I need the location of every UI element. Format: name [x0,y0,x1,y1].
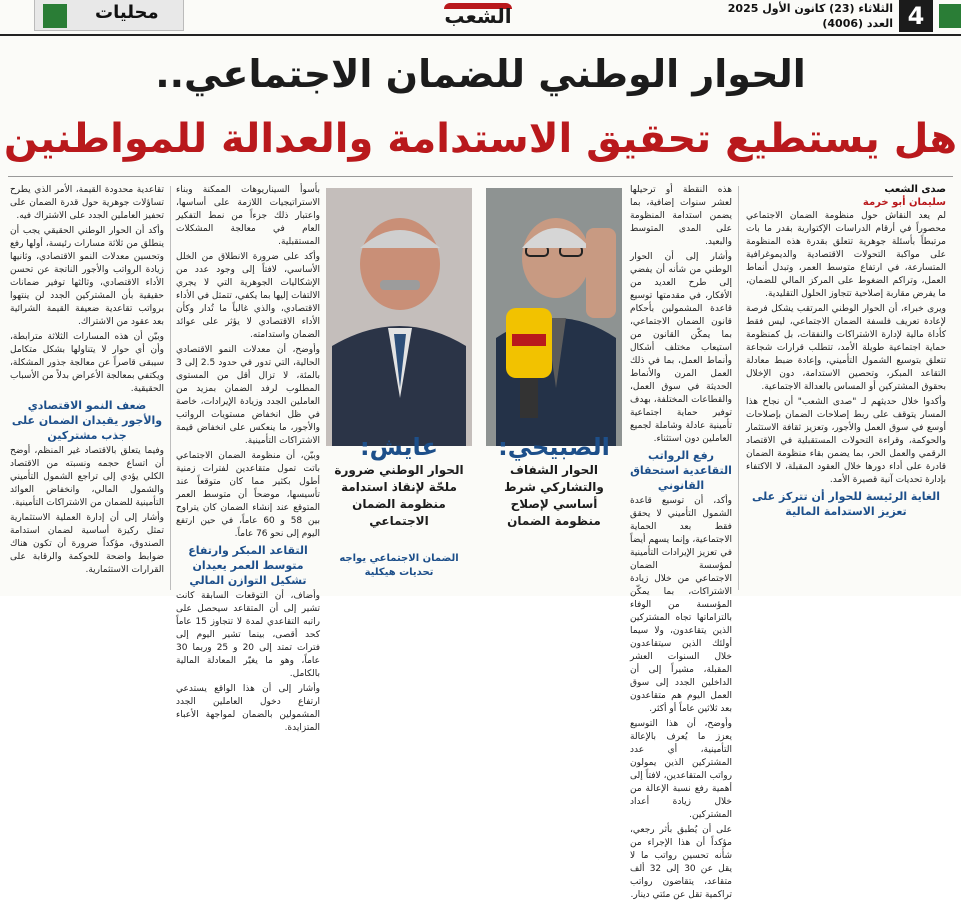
byline-source: صدى الشعب [884,184,946,195]
paragraph: وأشار إلى أن إدارة العملية الاستثمارية تمثل ركيزة أساسية لضمان استدامة الصندوق، مؤكداً ضرورة أن تكون هناك ضوابط واضحة للحوكمة والرقابة على القرارات الاستثمارية. [10,513,164,575]
caption-name: عايش: [360,433,438,461]
paragraph: وأوضح، أن معدلات النمو الاقتصادي الحالية، التي تدور في حدود 2.5 إلى 3 بالمئة، لا تزال أقل من المستوى المطلوب لرفد الضمان بمزيد من العاملين الجدد وزيادة الإيرادات، خاصة في ظل انخفاض مستويات الرواتب والأجور، ما ينعكس على انخفاض قيمة الاشتراكات التأمينية. [176,345,320,446]
photo-caption-sbeihi [486,432,622,554]
byline-author: سليمان أبو خرمة [862,197,946,208]
paragraph: وأضاف، أن التوقعات السابقة كانت تشير إلى أن المتقاعد سيحصل على راتبه التقاعدي لمدة لا تتجاوز 15 عاماً كحد أقصى، بينما تشير اليوم إلى فترات تمتد إلى 20 و 25 وربما 30 عاماً، وهو ما يغيّر المعادلة المالية بالكامل. [176,591,320,679]
issue-number: العدد (4006) [822,17,893,30]
paragraph: وأشار إلى أن الحوار الوطني من شأنه أن يفضي إلى طرح العديد من الأفكار، في مقدمتها توسيع قاعدة المشمولين بأحكام قانون الضمان الاجتماعي، بما يمكّن القانون من استيعاب مختلف أشكال وأنماط العمل، بما في ذلك العمل المرن والأنماط الحديثة في سوق العمل، والقطاعات المختلفة، بهدف توفير حماية اجتماعية تأمينية عادلة وشاملة لجميع العاملين دون استثناء. [630,252,732,444]
paragraph: وبيّن، أن منظومة الضمان الاجتماعي باتت تمول متقاعدين لفترات زمنية أطول بكثير مما كان متوقعاً عند تأسيسها، موضحاً أن متوسط العمر المتوقع عند إنشاء الضمان كان يتراوح بين 58 و 60 عاماً، في حين ارتفع اليوم إلى نحو 76 عاماً. [176,451,320,539]
paragraph: ويرى خبراء، أن الحوار الوطني المرتقب يشكل فرصة لإعادة تعريف فلسفة الضمان الاجتماعي، ليس فقط كأداة مالية لإدارة الاشتراكات والنفقات، بل كمنظومة حماية اجتماعية طويلة الأمد، تتطلب قرارات شجاعة تتعلق بتوسيع الشمول التأميني، وإعادة ضبط معادلة التقاعد المبكر، وتحصين الاستدامة، دون الإخلال بحقوق المشتركين أو المساس بالعدالة الاجتماعية. [746,304,946,392]
paragraph: وأكدوا خلال حديثهم لـ "صدى الشعب" أن نجاح هذا المسار يتوقف على ربط إصلاحات الضمان بإصلاحات أوسع في سوق العمل والأجور، وتعزيز ثقافة الاستثمار والحوكمة، وقراءة التحولات المستقبلية في الاقتصاد الرقمي والعمل الحر، بما يضمن بقاء منظومة الضمان قادرة على أداء دورها خلال العقود المقبلة، لا الاكتفاء بإدارة تحديات آنية قصيرة الأمد. [746,397,946,485]
paragraph: وأشار إلى أن هذا الواقع يستدعي ارتفاع دخول العاملين الجدد المشمولين بالضمان لمواجهة الأعباء المتزايدة. [176,684,320,733]
paragraph: وأكد على ضرورة الانطلاق من الخلل الأساسي، لافتاً إلى وجود عدد من الإشكاليات الجوهرية التي لا يجري الالتفات إليها بما يكفي، تتمثل في الأداء الاقتصادي، والذي غالباً ما تُدار وكأن الأداء الاقتصادي لا يؤثر على عوائد الضمان واستدامته. [176,252,320,340]
newspaper-logo [440,3,516,31]
photo-caption-ayesh [326,432,472,554]
subheading: التقاعد المبكر وارتفاع متوسط العمر يعيدان تشكيل التوازن المالي [188,544,308,587]
column-divider [170,186,171,590]
article-column-2 [630,184,733,900]
paragraph: لم يعد النقاش حول منظومة الضمان الاجتماعي محصوراً في أرقام الدراسات الإكتوارية بقدر ما بات مرتبطاً بأسئلة جوهرية تتعلق بقدرة هذه المنظومة على مواكبة التحولات الاقتصادية والديموغرافية المتسارعة، في ارتفاع متوسط العمر، وتبدل أنماط العمل، وتراكم الضغوط على المركز المالي للضمان، ما يفرض مقاربة إصلاحية تتجاوز الحلول التقليدية. [746,211,946,299]
portrait-man-icon [326,188,472,446]
headline-main: الحوار الوطني للضمان الاجتماعي.. [155,52,806,96]
subheading: رفع الرواتب التقاعدية استحقاق القانوني [630,449,732,492]
paragraph: وأكد أن الحوار الوطني الحقيقي يجب أن ينطلق من ثلاثة مسارات رئيسة، أولها رفع وتحسين معدلات النمو الاقتصادي، وثانيها زيادة الرواتب والأجور الناتجة عن تحسن الأداء الاقتصادي، وثالثها توفير ضمانات حقيقية بأن المشتركين الجدد لن ينتهوا برواتب تقاعدية ضعيفة القيمة الشرائية بعد عقود من الاشتراك. [10,226,164,327]
paragraph: وبيّن أن هذه المسارات الثلاثة مترابطة، وأن أي حوار لا يتناولها بشكل متكامل سيبقى قاصراً عن معالجة جذور المشكلة، ويكتفي بمعالجة الأعراض بدلاً من الأسباب الحقيقية. [10,332,164,394]
article-column-3 [176,184,320,733]
page-header [0,0,961,36]
headline-divider [8,176,953,177]
page-number: 4 [899,0,933,32]
page-color-bar [939,4,961,28]
paragraph: وأوضح، أن هذا التوسيع يعزز ما يُعرف بالإعالة التأمينية، أي عدد المشتركين الذين يمولون رواتب المتقاعدين، لافتاً إلى أهمية رفع نسبة الإعالة من خلال زيادة أعداد المشتركين. [630,719,732,820]
photo-ayesh [326,188,472,446]
logo-text: الشعب [444,4,512,28]
subheading: الغاية الرئيسة للحوار أن تتركز على تعزيز الاستدامة المالية [752,490,940,518]
portrait-man-glasses-icon [486,188,622,446]
headline-sub: هل يستطيع تحقيق الاستدامة والعدالة للمواطنين [3,116,958,162]
section-label: محليات [95,2,159,23]
paragraph: بأسوأ السيناريوهات الممكنة وبناء الاستراتيجيات اللازمة على أساسها، واعتبار ذلك جزءاً من نمط التفكير العام في معالجة المشكلات المستقبلية. [176,185,320,247]
paragraph: تقاعدية محدودة القيمة، الأمر الذي يطرح تساؤلات جوهرية حول قدرة الضمان على تحفيز العاملين الجدد على الاشتراك فيه. [10,185,164,221]
article-column-1 [746,184,946,594]
issue-date: الثلاثاء (23) كانون الأول 2025 [727,2,893,15]
paragraph: وفيما يتعلق بالاقتصاد غير المنظم، أوضح أن اتساع حجمه ونسبته من الاقتصاد الكلي يؤدي إلى تراجع الشمول التأميني والشمول المالي، وانخفاض العوائد التأمينية للضمان من الاشتراكات التأمينية. [10,446,164,508]
subheading: ضعف النمو الاقتصادي والأجور يقيدان الضمان على جذب مشتركين [11,399,163,442]
paragraph: على أن يُطبق بأثر رجعي، مؤكداً أن هذا الإجراء من شأنه تحسين رواتب ما لا يقل عن 30 إلى 32 ألف متقاعد، يتقاضون رواتب تراكمية تقل عن مئتي دينار. [630,825,733,900]
photo-sbeihi [486,188,622,446]
column-divider [738,186,739,590]
caption-bottom: الضمان الاجتماعي يواجه تحديات هيكلية [339,553,459,578]
paragraph: وأكد، أن توسيع قاعدة الشمول التأميني لا يحقق فقط بعد الحماية الاجتماعية، وإنما يسهم أيضاً في تعزيز الإيرادات التأمينية لمؤسسة الضمان الاجتماعي من خلال زيادة الاشتراكات، بما يمكّن المؤسسة من الوفاء بالتزاماتها تجاه المشتركين الذين يتقاعدون، ولا سيما أولئك الذين سيتقاعدون خلال السنوات العشر المقبلة، مشيراً إلى أن الداخلين الجدد إلى سوق العمل اليوم هم متقاعدون بعد ثلاثين عاماً أو أكثر. [630,496,732,714]
article-column-4 [10,184,164,594]
caption-quote: الحوار الشفاف والتشاركي شرط أساسي لإصلاح منظومة الضمان [504,463,604,528]
caption-quote: الحوار الوطني ضرورة ملحّة لإنقاذ استدامة منظومة الضمان الاجتماعي [334,463,464,528]
section-color-bar [43,4,67,28]
section-tab [34,0,184,31]
caption-name: الصبيحي: [498,433,610,461]
paragraph: هذه النقطة أو ترحيلها لعشر سنوات إضافية، بما يضمن استدامة المنظومة على المدى المتوسط والبعيد. [630,185,732,247]
